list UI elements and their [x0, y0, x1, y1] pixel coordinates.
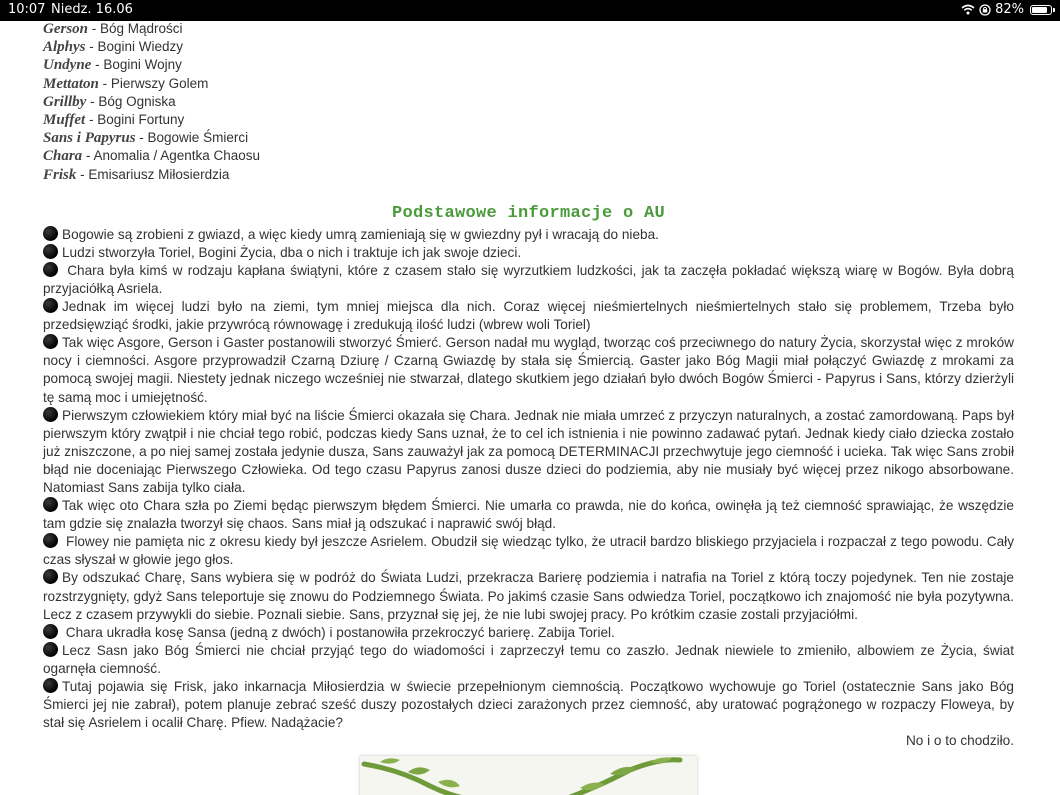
black-circle-bullet-icon	[43, 298, 58, 313]
black-circle-bullet-icon	[43, 334, 58, 349]
black-circle-bullet-icon	[43, 262, 58, 277]
character-role: - Bogini Wojny	[91, 57, 182, 73]
black-circle-bullet-icon	[43, 244, 58, 259]
info-bullet	[43, 642, 1014, 678]
info-bullet	[43, 334, 1014, 406]
black-circle-bullet-icon	[43, 226, 58, 241]
bullet-text: Chara była kimś w rodzaju kapłana świątyni, które z czasem stało się wyrzutkiem ludzkości, jak ta zaczęła pokładać większą wiarę w Bogów. Była dobrą przyjaciółką Asriela.	[43, 262, 1014, 296]
character-role: - Bogowie Śmierci	[135, 130, 249, 146]
bullet-text: Chara ukradła kosę Sansa (jedną z dwóch) i postanowiła przekroczyć barierę. Zabija Toriel.	[62, 624, 615, 640]
battery-tip	[1053, 8, 1055, 12]
character-list	[43, 20, 1014, 184]
bullet-text: Tak więc oto Chara szła po Ziemi będąc pierwszym błędem Śmierci. Nie umarła co prawda, nie do końca, owinęła ją też ciemność sprawiając, że wszędzie tam gdzie się znalazła tworzył się chaos. Sans miał ją odszukać i naprawić swój błąd.	[43, 498, 1014, 532]
character-row	[43, 147, 1014, 165]
character-name: Alphys	[43, 39, 86, 56]
character-row	[43, 129, 1014, 147]
wifi-icon	[961, 4, 975, 15]
rotation-lock-icon	[979, 4, 991, 16]
battery-fill	[1032, 7, 1047, 13]
info-bullet	[43, 497, 1014, 533]
character-row	[43, 75, 1014, 93]
vine-icon	[360, 756, 697, 795]
info-bullet	[43, 569, 1014, 623]
character-row	[43, 20, 1014, 38]
character-name: Mettaton	[43, 75, 99, 92]
battery-percent: 82%	[995, 2, 1024, 17]
black-circle-bullet-icon	[43, 624, 58, 639]
character-name: Gerson	[43, 21, 89, 37]
bullet-text: Flowey nie pamięta nic z okresu kiedy był jeszcze Asrielem. Obudził się wiedząc tylko, że utracił bardzo bliskiego przyjaciela i rozpaczał z tego powodu. Cały czas słyszał w głowie jego głos.	[43, 534, 1014, 568]
character-role: - Bóg Mądrości	[88, 21, 183, 36]
info-bullet	[43, 407, 1014, 497]
character-role: - Emisariusz Miłosierdzia	[76, 166, 230, 182]
bullet-text: Jednak im więcej ludzi było na ziemi, tym mniej miejsca dla nich. Coraz więcej nieśmiertelnych nieśmiertelnych stało się problemem, Trzeba było przedsięwziąć środki, jakie przywrócą równowagę i zredukują ilość ludzi (wbrew woli Toriel)	[43, 299, 1014, 333]
info-bullet	[43, 244, 1014, 262]
black-circle-bullet-icon	[43, 569, 58, 584]
section-title: Podstawowe informacje o AU	[391, 203, 666, 223]
character-row	[43, 166, 1014, 184]
black-circle-bullet-icon	[43, 678, 58, 693]
character-name: Frisk	[43, 166, 77, 183]
character-role: - Anomalia / Agentka Chaosu	[82, 148, 261, 164]
character-role: - Pierwszy Golem	[98, 75, 209, 91]
bullet-text: Ludzi stworzyła Toriel, Bogini Życia, dba o nich i traktuje ich jak swoje dzieci.	[62, 244, 522, 260]
black-circle-bullet-icon	[43, 533, 58, 548]
character-name: Sans i Papyrus	[43, 130, 136, 147]
character-name: Undyne	[43, 57, 92, 74]
character-name: Chara	[43, 148, 83, 165]
character-name: Muffet	[43, 111, 86, 128]
status-time: 10:07	[8, 2, 46, 17]
black-circle-bullet-icon	[43, 497, 58, 512]
vine-illustration	[360, 756, 697, 795]
black-circle-bullet-icon	[43, 642, 58, 657]
character-row	[43, 93, 1014, 111]
character-row	[43, 38, 1014, 56]
info-bullet	[43, 678, 1014, 732]
status-bar	[0, 0, 1060, 21]
bullet-text: Tak więc Asgore, Gerson i Gaster postanowili stworzyć Śmierć. Gerson nadał mu wygląd, tworząc coś przeciwnego do natury Życia, skorzystał więc z mroków nocy i ciemności. Asgore przyprowadził Czarną Dziurę / Czarną Gwiazdę by stała się Śmiercią. Gaster jako Bóg Magii miał połączyć Gwiazdę z mrokami za pomocą swojej magii. Niestety jednak niczego wcześniej nie stwarzał, dlatego skutkiem jego działań było dwóch Bogów Śmierci - Papyrus i Sans, którzy dzierżyli tę samą moc i umiejętność.	[43, 335, 1014, 405]
battery-icon	[1030, 5, 1052, 15]
info-bullet	[43, 262, 1014, 298]
info-bullet	[43, 624, 1014, 642]
character-row	[43, 111, 1014, 129]
info-bullet	[43, 533, 1014, 569]
character-role: - Bóg Ogniska	[86, 93, 176, 109]
black-circle-bullet-icon	[43, 407, 58, 422]
status-indicators	[961, 2, 1052, 17]
character-role: - Bogini Fortuny	[85, 111, 185, 127]
character-role: - Bogini Wiedzy	[85, 39, 184, 55]
info-bullet	[43, 226, 1014, 244]
info-bullet-list	[43, 226, 1014, 733]
bullet-text: By odszukać Charę, Sans wybiera się w podróż do Świata Ludzi, przekracza Barierę podziemia i natrafia na Toriel z którą toczy pojedynek. Ten nie zostaje rozstrzygnięty, gdyż Sans teleportuje się znowu do Podziemnego Świata. Po jakimś czasie Sans odwiedza Toriel, początkowo ich znajomość nie była pozytywna. Lecz z czasem przywykli do siebie. Poznali siebie. Sans, przyznał się jej, że nie lubi swojej pracy. Po krótkim czasie zostali przyjaciółmi.	[43, 570, 1014, 622]
article-content	[43, 20, 1014, 750]
bullet-text: Tutaj pojawia się Frisk, jako inkarnacja Miłosierdzia w świecie przepełnionym ciemnością. Początkowo wychowuje go Toriel (ostatecznie Sans jako Bóg Śmierci jej nie zabrał), potem planuje zebrać sześć duszy pozostałych dzieci zarażonych przez ciemność, aby uratować pogrążonego w rozpaczy Floweya, by stał się Asrielem i ocalił Charę. Pfiew. Nadążacie?	[43, 679, 1014, 731]
bullet-text: Pierwszym człowiekiem który miał być na liście Śmierci okazała się Chara. Jednak nie miała umrzeć z przyczyn naturalnych, a zostać zamordowaną. Paps był pierwszym który zwątpił i nie chciał tego robić, podczas kiedy Sans uznał, że to cel ich istnienia i nie powinno zadawać pytań. Jednak kiedy ciało dziecka zostało już zniszczone, a po niej samej została jedynie dusza, Sans zauważył jak za pomocą DETERMINACJI przechwytuje jego ciemność i ucieka. Tak więc Sans zrobił błąd nie doceniając Pierwszego Człowieka. Od tego czasu Papyrus zanosi dusze dzieci do podziemia, aby nie musiały być więcej przez nikogo absorbowane. Natomiast Sans zabija tylko ciała.	[43, 407, 1014, 495]
character-name: Grillby	[43, 93, 87, 110]
closing-text: No i o to chodziło.	[905, 733, 1014, 749]
status-date: Niedz. 16.06	[51, 2, 133, 17]
info-bullet	[43, 298, 1014, 334]
bullet-text: Bogowie są zrobieni z gwiazd, a więc kiedy umrą zamieniają się w gwiezdny pył i wracają do nieba.	[62, 226, 659, 242]
bullet-text: Lecz Sasn jako Bóg Śmierci nie chciał przyjąć tego do wiadomości i zaprzeczył temu co zaszło. Jednak niewiele to zmieniło, albowiem ze Życia, świat ogarnęła ciemność.	[43, 642, 1014, 676]
character-row	[43, 56, 1014, 74]
